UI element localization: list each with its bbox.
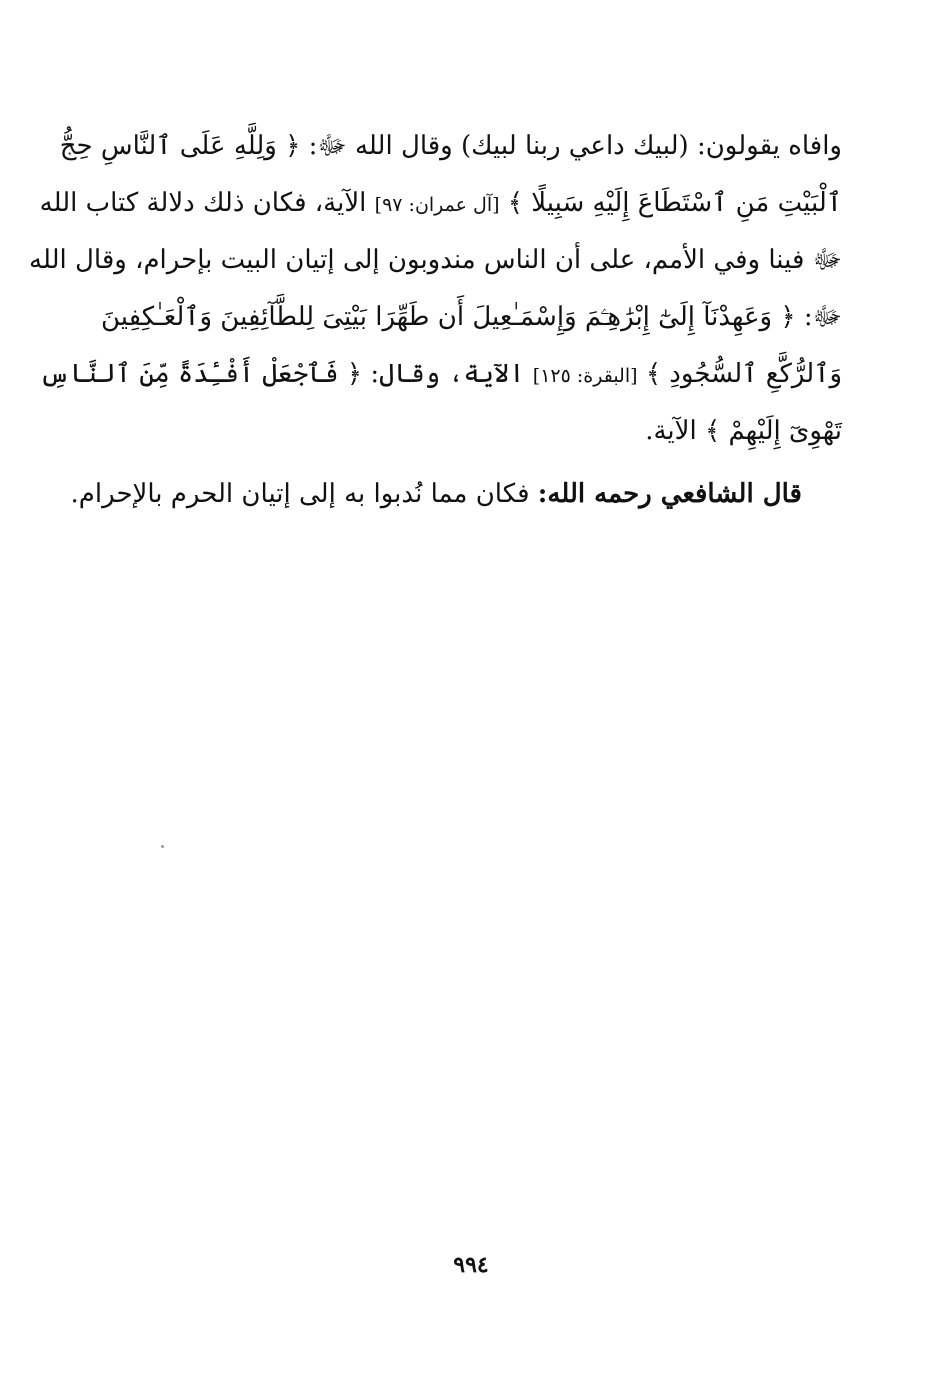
paragraph-line-5	[39, 346, 842, 403]
verse-reference: [آل عمران: ٩٧]	[374, 194, 500, 216]
main-paragraph	[29, 118, 842, 460]
verse-reference: [البقرة: ١٢٥]	[532, 365, 638, 387]
quran-quote: ٱلْبَيْتِ مَنِ ٱسْتَطَاعَ إِلَيْهِ سَبِيلًا ﴾	[507, 188, 842, 218]
statement-attribution: قال الشافعي رحمه الله:	[537, 479, 802, 509]
paragraph-line-4: ﷻ: ﴿ وَعَهِدْنَآ إِلَىٰٓ إِبْرَٰهِـۧمَ وَإِسْمَـٰعِيلَ أَن طَهِّرَا بَيْتِىَ لِلطَّآئِفِينَ وَٱلْعَـٰكِفِينَ	[101, 302, 842, 332]
paragraph-text: الآية، فكان ذلك دلالة كتاب الله	[39, 188, 367, 218]
paragraph-line-3: ﷻ فينا وفي الأمم، على أن الناس مندوبون إلى إتيان البيت بإحرام، وقال الله	[29, 245, 842, 275]
paragraph-line-2	[39, 175, 842, 232]
paragraph-line-1: وافاه يقولون: (لبيك داعي ربنا لبيك) وقال الله ﷻ: ﴿ وَلِلَّهِ عَلَى ٱلنَّاسِ حِجُّ	[59, 131, 842, 161]
scan-speck	[161, 845, 164, 848]
shafii-statement	[70, 472, 802, 516]
paragraph-text: الآية، وقال: ﴿ فَٱجْعَلْ أَفْـِٔدَةً مِّنَ ٱلنَّاسِ	[39, 359, 525, 389]
quran-quote: وَٱلرُّكَّعِ ٱلسُّجُودِ ﴾	[645, 359, 842, 389]
page-number: ٩٩٤	[453, 1252, 489, 1278]
paragraph-line-6: تَهْوِىٓ إِلَيْهِمْ ﴾ الآية.	[645, 416, 842, 446]
statement-text: فكان مما نُدبوا به إلى إتيان الحرم بالإحرام.	[70, 479, 530, 509]
